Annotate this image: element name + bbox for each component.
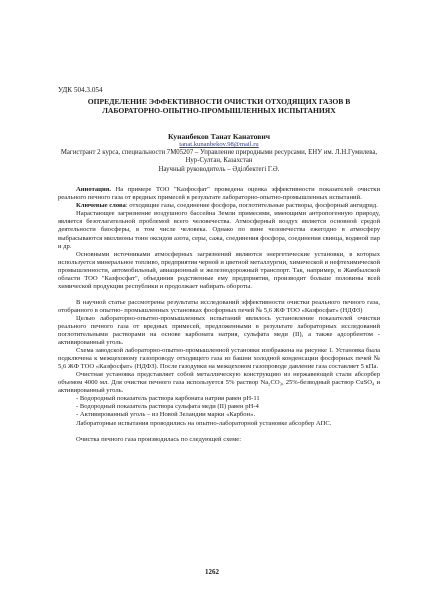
keywords: [58, 202, 380, 210]
body-paragraph-2: Основными источниками атмосферных загрязнений являются энергетические установки, в которых используется минеральное топливо, предприятия черной и цветной металлургии, химической и нефтехимической промышленности, автомобильный, авиационный и железнодорожный транспорт. Так, например, в Жамбылской области ТОО "Казфосфат", объединив родственные ему предприятия, производит больше половины всей химической продукции республики и продолжает набирать обороты.: [58, 250, 380, 290]
keywords-label: Ключевые слова: [76, 202, 126, 210]
author-email-link[interactable]: tanat.kunanbekov.98@mail.ru: [179, 141, 259, 148]
page-number: 1262: [205, 568, 219, 576]
author-name: Кунанбеков Танат Канатович: [167, 132, 271, 141]
abstract-label: Аннотация.: [76, 186, 112, 194]
body-paragraph-8: Очистка печного газа производилась по следующей схеме:: [76, 435, 242, 443]
body-paragraph-4: Целью лабораторно-опытно-промышленных испытаний являлось установление показателей очистки реального печного газа от вредных примесей, предложенными в результате лабораторных исследований поглотительными растворами на основе карбоната натрия, сульфата меди (II), а также адсорбентом - активированный уголь.: [58, 314, 380, 347]
abstract-text: На примере ТОО "Казфосфат" проведена оценка эффективности показателей очистки реального печного газа от вредных примесей в результате лабораторно-опытно-промышленных испытаний.: [58, 186, 380, 202]
abstract: [58, 186, 380, 202]
paper-title: ОПРЕДЕЛЕНИЕ ЭФФЕКТИВНОСТИ ОЧИСТКИ ОТХОДЯЩИХ ГАЗОВ В ЛАБОРАТОРНО-ОПЫТНО-ПРОМЫШЛЕННЫХ ИСПЫТАНИЯХ: [87, 97, 351, 115]
body-paragraph-7: Лабораторные испытания проводились на опытно-лабораторной установке абсорбер АПС.: [76, 419, 332, 427]
author-affiliation: Магистрант 2 курса, специальности 7М05207 – Управление природными ресурсами, ЕНУ им. Л.Н.Гумилева, Нур-Султан, Казахстан: [60, 149, 378, 165]
list-item: - Активированный уголь – из Новой Зеландии марки «Карбон».: [76, 411, 256, 419]
udk-code: УДК 504.3.054: [58, 86, 103, 94]
body-paragraph-6: Очистная установка представляет собой металлическую конструкцию из нержавеющей стали абсорбер объемом 4000 мл. Для очистки печного газа используется 5% раствор Na₂CO₃, 25%-безводный раствор CuSO₄ и активированный уголь.: [58, 371, 380, 395]
list-item: - Водородный показатель раствора карбоната натрия равен pH-11: [76, 395, 260, 403]
solution-parameters-list: [58, 395, 380, 419]
keywords-text: : отходящие газы, соединение фосфора, поглотительные растворы, фосфорный ангидрид.: [125, 202, 378, 210]
list-item: - Водородный показатель раствора сульфата меди (II) равен pH-4: [76, 403, 259, 411]
supervisor-line: Научный руководитель – Әділбектегі Г.Ә.: [158, 165, 280, 173]
body-paragraph-3: В научной статье рассмотрены результаты исследований эффективности очистки реального печного газа, отобранного в опытно- промышленных установках фосфорных печей № 5,6 ЖФ ТОО «Казфосфат» (НДФЗ): [58, 298, 380, 314]
body-paragraph-5: Схема заводской лабораторно-опытно-промышленной установки изображена на рисунке 1. Установка была подключена к межцеховому газопроводу отходящего газа из башни холодной конденсации фосфорных печей № 5,6 ЖФ ТОО «Казфосфат» (НДФЗ). После газодувки на межцеховом газопроводе давление газа составляет 5 кПа.: [58, 347, 380, 371]
body-paragraph-1: Нарастающее загрязнение воздушного бассейна Земли примесями, имеющими антропогенную природу, является безотлагательной проблемой всего человечества. Атмосферный воздух является основной средой деятельности биосферы, в том числе человека. Однако по вине человечества ежегодно в атмосферу выбрасываются миллионы тонн оксидов азота, серы, сажа, соединения фосфора, соединения свинца, водяной пар и др.: [58, 210, 380, 250]
